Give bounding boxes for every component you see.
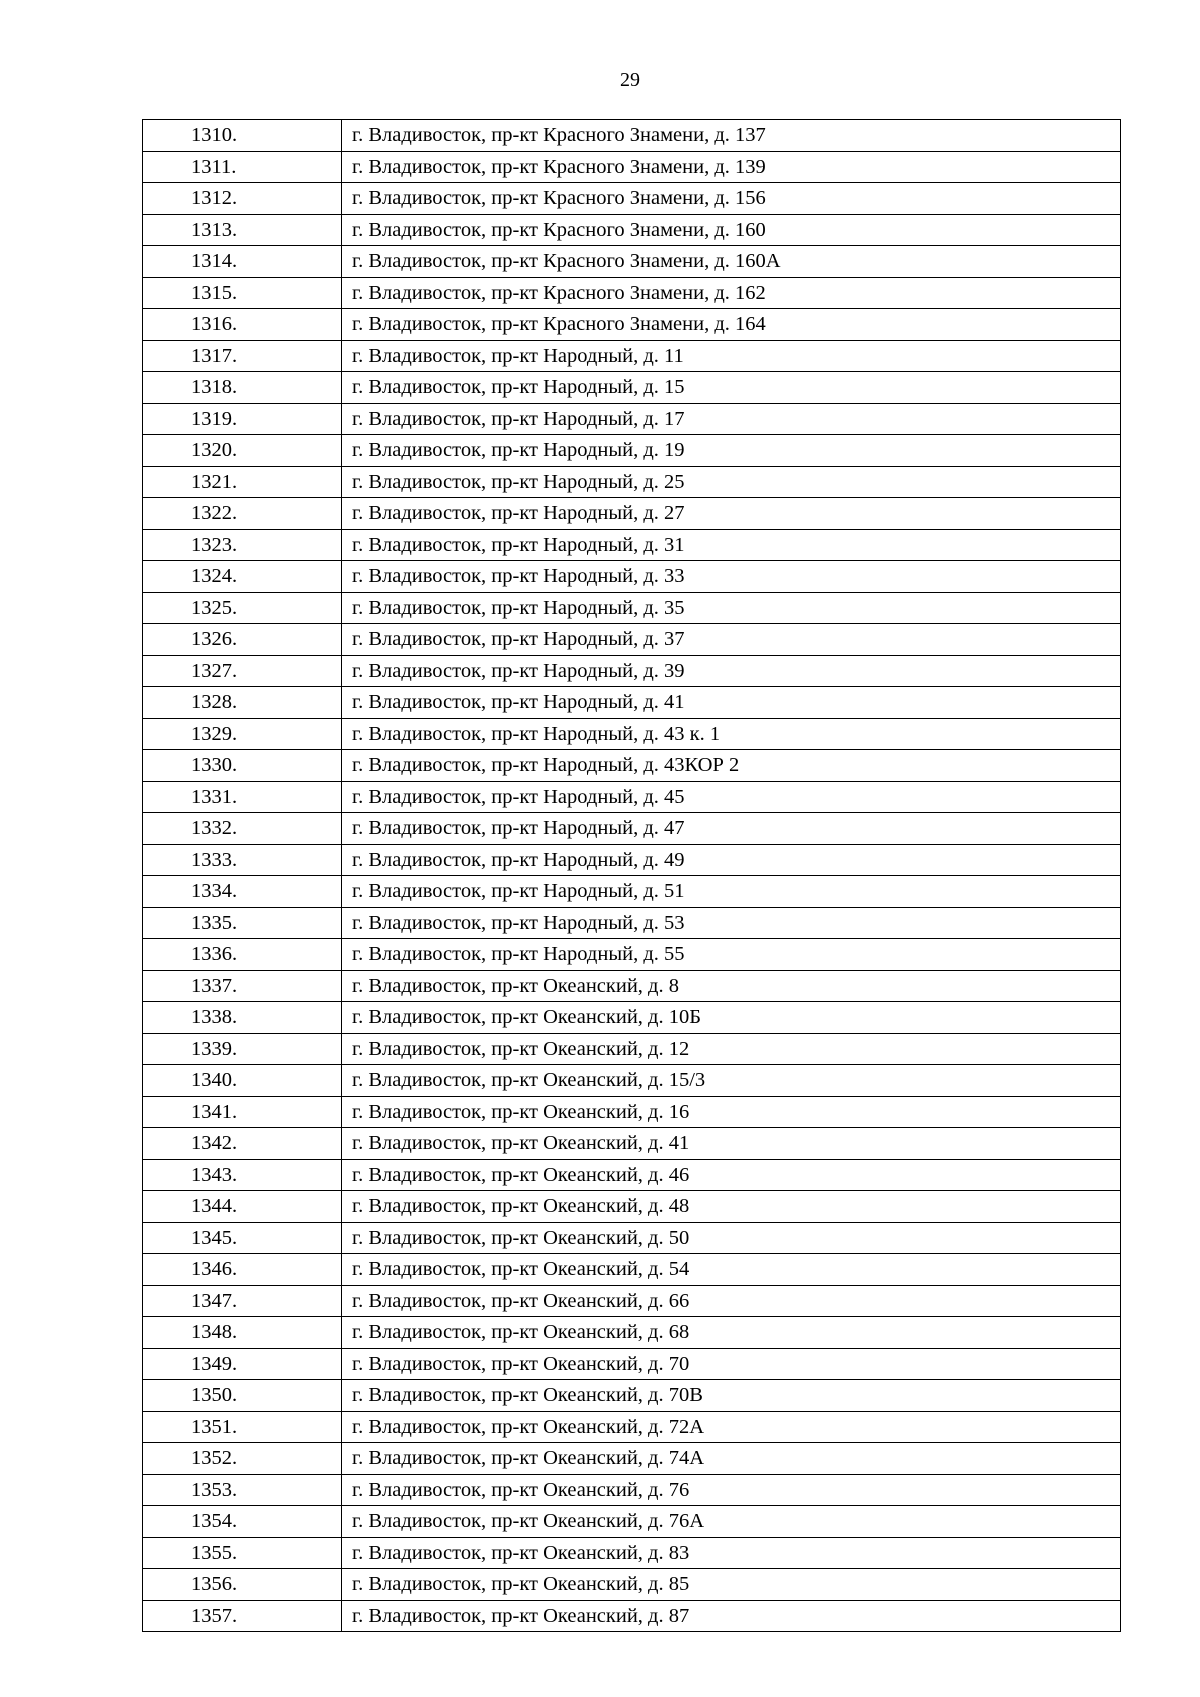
row-number-cell: 1335. (143, 907, 342, 939)
table-row (143, 1317, 1121, 1349)
row-number-cell: 1352. (143, 1443, 342, 1475)
table-row (143, 970, 1121, 1002)
table-row (143, 372, 1121, 404)
table-row (143, 750, 1121, 782)
address-cell: г. Владивосток, пр-кт Народный, д. 39 (342, 655, 1121, 687)
table-row (143, 1348, 1121, 1380)
table-row (143, 466, 1121, 498)
row-number-cell: 1348. (143, 1317, 342, 1349)
address-cell: г. Владивосток, пр-кт Народный, д. 27 (342, 498, 1121, 530)
table-row (143, 183, 1121, 215)
address-cell: г. Владивосток, пр-кт Народный, д. 45 (342, 781, 1121, 813)
address-cell: г. Владивосток, пр-кт Океанский, д. 83 (342, 1537, 1121, 1569)
table-row (143, 813, 1121, 845)
address-cell: г. Владивосток, пр-кт Океанский, д. 50 (342, 1222, 1121, 1254)
address-cell: г. Владивосток, пр-кт Красного Знамени, д. 162 (342, 277, 1121, 309)
table-row (143, 592, 1121, 624)
address-cell: г. Владивосток, пр-кт Красного Знамени, д. 160А (342, 246, 1121, 278)
address-cell: г. Владивосток, пр-кт Океанский, д. 76А (342, 1506, 1121, 1538)
address-cell: г. Владивосток, пр-кт Красного Знамени, д. 156 (342, 183, 1121, 215)
row-number-cell: 1338. (143, 1002, 342, 1034)
row-number-cell: 1324. (143, 561, 342, 593)
table-row (143, 1443, 1121, 1475)
row-number-cell: 1333. (143, 844, 342, 876)
row-number-cell: 1314. (143, 246, 342, 278)
address-table (142, 119, 1121, 1632)
address-cell: г. Владивосток, пр-кт Народный, д. 35 (342, 592, 1121, 624)
row-number-cell: 1325. (143, 592, 342, 624)
address-cell: г. Владивосток, пр-кт Океанский, д. 48 (342, 1191, 1121, 1223)
row-number-cell: 1319. (143, 403, 342, 435)
address-cell: г. Владивосток, пр-кт Океанский, д. 72А (342, 1411, 1121, 1443)
row-number-cell: 1317. (143, 340, 342, 372)
row-number-cell: 1321. (143, 466, 342, 498)
row-number-cell: 1331. (143, 781, 342, 813)
table-row (143, 876, 1121, 908)
row-number-cell: 1337. (143, 970, 342, 1002)
row-number-cell: 1351. (143, 1411, 342, 1443)
table-row (143, 1506, 1121, 1538)
table-row (143, 1096, 1121, 1128)
table-row (143, 1537, 1121, 1569)
address-cell: г. Владивосток, пр-кт Красного Знамени, д. 160 (342, 214, 1121, 246)
address-cell: г. Владивосток, пр-кт Океанский, д. 54 (342, 1254, 1121, 1286)
row-number-cell: 1345. (143, 1222, 342, 1254)
row-number-cell: 1346. (143, 1254, 342, 1286)
row-number-cell: 1334. (143, 876, 342, 908)
table-row (143, 561, 1121, 593)
table-row (143, 907, 1121, 939)
table-row (143, 529, 1121, 561)
table-row (143, 1033, 1121, 1065)
table-row (143, 214, 1121, 246)
table-row (143, 1569, 1121, 1601)
row-number-cell: 1311. (143, 151, 342, 183)
row-number-cell: 1326. (143, 624, 342, 656)
address-cell: г. Владивосток, пр-кт Океанский, д. 46 (342, 1159, 1121, 1191)
table-row (143, 1065, 1121, 1097)
address-cell: г. Владивосток, пр-кт Океанский, д. 41 (342, 1128, 1121, 1160)
table-row (143, 939, 1121, 971)
address-cell: г. Владивосток, пр-кт Народный, д. 51 (342, 876, 1121, 908)
address-cell: г. Владивосток, пр-кт Океанский, д. 16 (342, 1096, 1121, 1128)
address-cell: г. Владивосток, пр-кт Народный, д. 43КОР 2 (342, 750, 1121, 782)
table-row (143, 1159, 1121, 1191)
row-number-cell: 1318. (143, 372, 342, 404)
table-row (143, 1222, 1121, 1254)
row-number-cell: 1320. (143, 435, 342, 467)
row-number-cell: 1354. (143, 1506, 342, 1538)
address-cell: г. Владивосток, пр-кт Народный, д. 31 (342, 529, 1121, 561)
address-cell: г. Владивосток, пр-кт Народный, д. 43 к. 1 (342, 718, 1121, 750)
table-row (143, 1191, 1121, 1223)
table-row (143, 277, 1121, 309)
table-row (143, 151, 1121, 183)
row-number-cell: 1330. (143, 750, 342, 782)
address-cell: г. Владивосток, пр-кт Океанский, д. 66 (342, 1285, 1121, 1317)
table-row (143, 498, 1121, 530)
address-cell: г. Владивосток, пр-кт Красного Знамени, д. 139 (342, 151, 1121, 183)
row-number-cell: 1357. (143, 1600, 342, 1632)
row-number-cell: 1356. (143, 1569, 342, 1601)
row-number-cell: 1353. (143, 1474, 342, 1506)
table-row (143, 309, 1121, 341)
address-cell: г. Владивосток, пр-кт Народный, д. 37 (342, 624, 1121, 656)
address-cell: г. Владивосток, пр-кт Красного Знамени, д. 137 (342, 120, 1121, 152)
address-cell: г. Владивосток, пр-кт Океанский, д. 70 (342, 1348, 1121, 1380)
address-cell: г. Владивосток, пр-кт Народный, д. 15 (342, 372, 1121, 404)
row-number-cell: 1316. (143, 309, 342, 341)
table-row (143, 687, 1121, 719)
table-row (143, 435, 1121, 467)
table-row (143, 403, 1121, 435)
address-cell: г. Владивосток, пр-кт Океанский, д. 87 (342, 1600, 1121, 1632)
row-number-cell: 1339. (143, 1033, 342, 1065)
address-cell: г. Владивосток, пр-кт Народный, д. 49 (342, 844, 1121, 876)
table-row (143, 1474, 1121, 1506)
table-row (143, 1600, 1121, 1632)
address-cell: г. Владивосток, пр-кт Красного Знамени, д. 164 (342, 309, 1121, 341)
row-number-cell: 1343. (143, 1159, 342, 1191)
row-number-cell: 1323. (143, 529, 342, 561)
row-number-cell: 1355. (143, 1537, 342, 1569)
table-row (143, 246, 1121, 278)
row-number-cell: 1350. (143, 1380, 342, 1412)
row-number-cell: 1332. (143, 813, 342, 845)
address-cell: г. Владивосток, пр-кт Океанский, д. 74А (342, 1443, 1121, 1475)
row-number-cell: 1328. (143, 687, 342, 719)
address-cell: г. Владивосток, пр-кт Народный, д. 53 (342, 907, 1121, 939)
row-number-cell: 1349. (143, 1348, 342, 1380)
row-number-cell: 1341. (143, 1096, 342, 1128)
table-row (143, 781, 1121, 813)
address-cell: г. Владивосток, пр-кт Океанский, д. 76 (342, 1474, 1121, 1506)
address-cell: г. Владивосток, пр-кт Океанский, д. 68 (342, 1317, 1121, 1349)
row-number-cell: 1312. (143, 183, 342, 215)
row-number-cell: 1329. (143, 718, 342, 750)
address-cell: г. Владивосток, пр-кт Народный, д. 41 (342, 687, 1121, 719)
row-number-cell: 1322. (143, 498, 342, 530)
table-row (143, 1411, 1121, 1443)
row-number-cell: 1336. (143, 939, 342, 971)
address-cell: г. Владивосток, пр-кт Народный, д. 33 (342, 561, 1121, 593)
table-row (143, 120, 1121, 152)
table-row (143, 718, 1121, 750)
address-table-body (143, 120, 1121, 1632)
table-row (143, 624, 1121, 656)
row-number-cell: 1342. (143, 1128, 342, 1160)
row-number-cell: 1310. (143, 120, 342, 152)
address-cell: г. Владивосток, пр-кт Океанский, д. 15/3 (342, 1065, 1121, 1097)
address-cell: г. Владивосток, пр-кт Океанский, д. 70В (342, 1380, 1121, 1412)
table-row (143, 1128, 1121, 1160)
table-row (143, 1002, 1121, 1034)
table-row (143, 844, 1121, 876)
address-cell: г. Владивосток, пр-кт Народный, д. 47 (342, 813, 1121, 845)
row-number-cell: 1340. (143, 1065, 342, 1097)
row-number-cell: 1327. (143, 655, 342, 687)
address-cell: г. Владивосток, пр-кт Народный, д. 25 (342, 466, 1121, 498)
address-cell: г. Владивосток, пр-кт Океанский, д. 12 (342, 1033, 1121, 1065)
row-number-cell: 1347. (143, 1285, 342, 1317)
address-cell: г. Владивосток, пр-кт Океанский, д. 8 (342, 970, 1121, 1002)
address-cell: г. Владивосток, пр-кт Океанский, д. 85 (342, 1569, 1121, 1601)
address-cell: г. Владивосток, пр-кт Народный, д. 11 (342, 340, 1121, 372)
row-number-cell: 1313. (143, 214, 342, 246)
page-number: 29 (620, 69, 640, 91)
address-cell: г. Владивосток, пр-кт Океанский, д. 10Б (342, 1002, 1121, 1034)
row-number-cell: 1315. (143, 277, 342, 309)
table-row (143, 655, 1121, 687)
address-cell: г. Владивосток, пр-кт Народный, д. 55 (342, 939, 1121, 971)
address-cell: г. Владивосток, пр-кт Народный, д. 17 (342, 403, 1121, 435)
address-cell: г. Владивосток, пр-кт Народный, д. 19 (342, 435, 1121, 467)
table-row (143, 1380, 1121, 1412)
table-row (143, 340, 1121, 372)
table-row (143, 1254, 1121, 1286)
row-number-cell: 1344. (143, 1191, 342, 1223)
table-row (143, 1285, 1121, 1317)
